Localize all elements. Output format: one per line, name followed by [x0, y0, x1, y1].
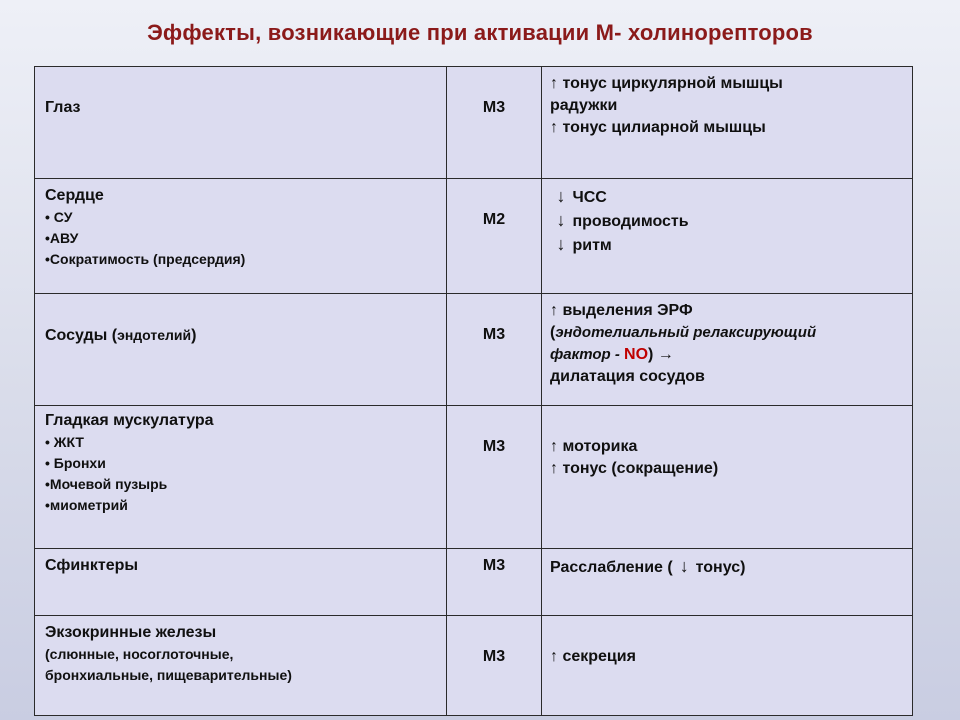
receptor-label: М3: [482, 648, 506, 665]
effect-line: радужки: [550, 97, 618, 114]
receptor-cell: [447, 179, 542, 294]
effect-line: проводимость: [572, 213, 689, 230]
organ-sub-item: • СУ: [45, 209, 73, 225]
receptor-cell: [447, 67, 542, 179]
organ-label: Сфинктеры: [45, 557, 139, 574]
receptor-cell: [447, 549, 542, 616]
table-row: [35, 616, 913, 716]
organ-sub-item: • ЖКТ: [45, 434, 84, 450]
table-row: [35, 549, 913, 616]
organ-label: Экзокринные железы: [45, 624, 217, 641]
effect-line: (: [550, 324, 556, 341]
organ-label-end: ): [191, 327, 197, 344]
organ-label: Сердце: [45, 187, 104, 204]
arrow-down-icon: ↓: [556, 210, 566, 230]
organ-label-small: эндотелий: [117, 327, 192, 343]
effect-cell: [542, 179, 913, 294]
receptor-label: М3: [482, 326, 506, 343]
organ-label: Гладкая мускулатура: [45, 412, 214, 429]
table-row: [35, 406, 913, 549]
organ-sub-item: • Бронхи: [45, 455, 106, 471]
receptor-cell: [447, 406, 542, 549]
effect-line-italic: фактор -: [550, 346, 625, 363]
page-title: Эффекты, возникающие при активации М- холинорепторов: [147, 20, 813, 45]
organ-label: Сосуды (: [45, 327, 118, 344]
effect-line: ↑ тонус циркулярной мышцы: [550, 75, 783, 92]
organ-label: Глаз: [45, 99, 81, 116]
table-row: [35, 67, 913, 179]
organ-sub-item: •Сократимость (предсердия): [45, 251, 246, 267]
organ-sub-item: •АВУ: [45, 230, 79, 246]
arrow-down-icon: ↓: [556, 234, 566, 254]
organ-sub-item: •миометрий: [45, 497, 128, 513]
effects-table: [34, 66, 913, 716]
effect-cell: [542, 549, 913, 616]
effect-line-italic: эндотелиальный релаксирующий: [555, 324, 817, 341]
receptor-cell: [447, 294, 542, 406]
organ-cell: [35, 294, 447, 406]
effect-line: ритм: [572, 237, 612, 254]
organ-cell: [35, 549, 447, 616]
receptor-cell: [447, 616, 542, 716]
arrow-down-icon: ↓: [679, 556, 689, 576]
arrow-down-icon: ↓: [556, 186, 566, 206]
organ-cell: [35, 616, 447, 716]
effect-line: Расслабление (: [550, 559, 673, 576]
effect-line: ↑ секреция: [550, 648, 636, 665]
effect-line: ЧСС: [572, 189, 607, 206]
effect-line: тонус): [695, 559, 746, 576]
organ-cell: [35, 406, 447, 549]
organ-cell: [35, 67, 447, 179]
receptor-label: М3: [482, 99, 506, 116]
effect-line: дилатация сосудов: [550, 368, 705, 385]
receptor-label: М3: [482, 438, 506, 455]
receptor-label: М2: [482, 211, 506, 228]
effect-cell: [542, 406, 913, 549]
organ-sub-item: •Мочевой пузырь: [45, 476, 168, 492]
effect-cell: [542, 616, 913, 716]
effect-line: ↑ выделения ЭРФ: [550, 302, 693, 319]
table-row: [35, 294, 913, 406]
effect-line: ↑ тонус цилиарной мышцы: [550, 119, 766, 136]
effect-line: ↑ тонус (сокращение): [550, 460, 719, 477]
effect-no-highlight: NO: [624, 346, 649, 363]
effect-line: ) →: [648, 346, 674, 363]
effect-cell: [542, 67, 913, 179]
effect-line: ↑ моторика: [550, 438, 638, 455]
organ-sub-item: бронхиальные, пищеварительные): [45, 667, 292, 683]
effect-cell: [542, 294, 913, 406]
table-row: [35, 179, 913, 294]
organ-cell: [35, 179, 447, 294]
receptor-label: М3: [482, 557, 506, 574]
organ-sub-item: (слюнные, носоглоточные,: [45, 646, 234, 662]
